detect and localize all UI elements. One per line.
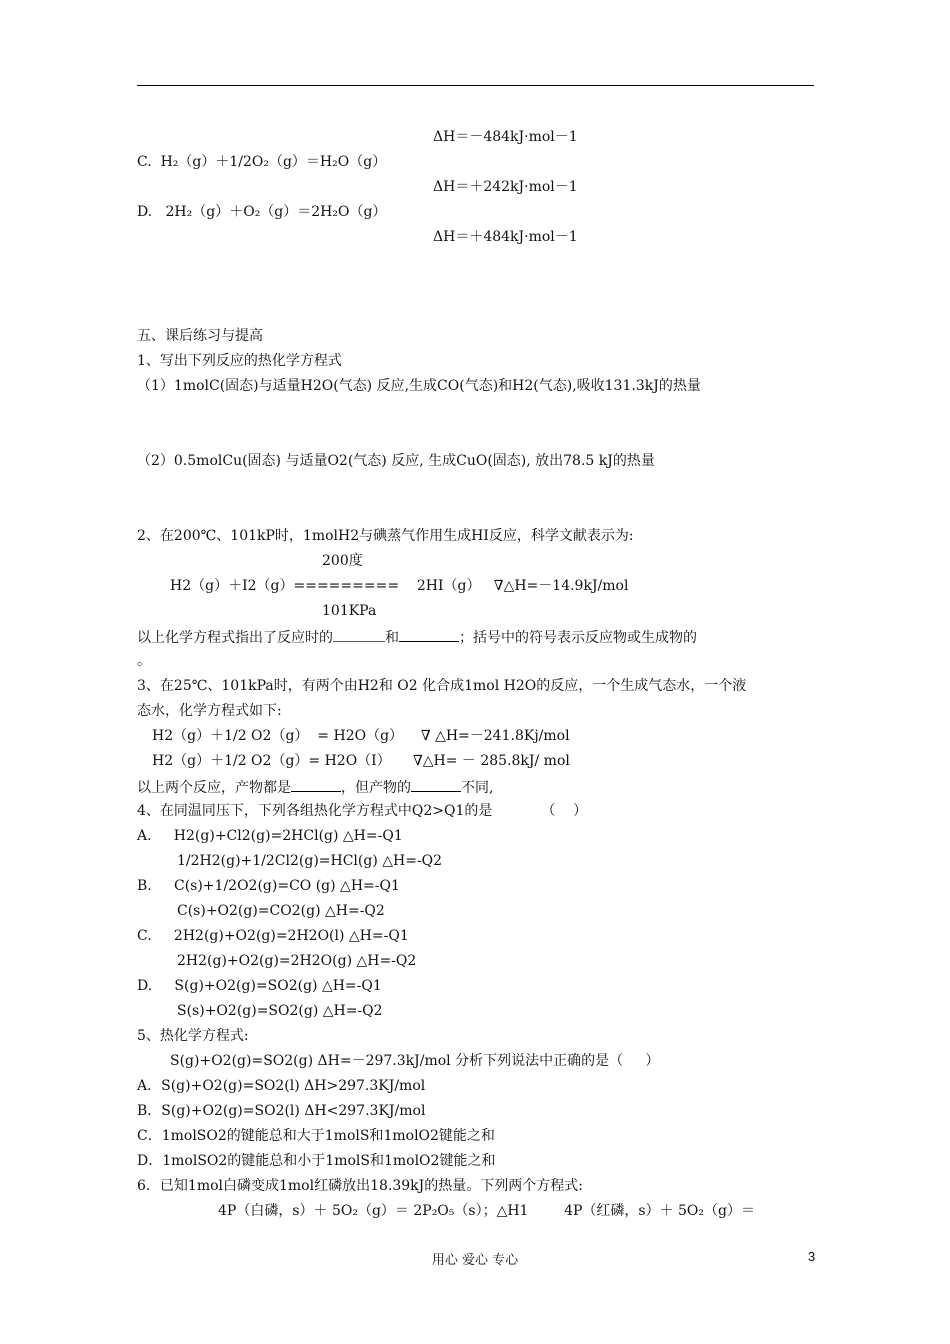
question-3: 3、在25℃、101kPa时，有两个由H2和 O2 化合成1mol H2O的反应，一个生成气态水，一个液 [137, 678, 747, 694]
q4-option-d-2: S(s)+O2(g)=SO2(g) △H=-Q2 [177, 1003, 383, 1019]
question-3-equation-1: H2（g）＋1/2 O2（g） = H2O（g） ∇ △H=－241.8Kj/mol [152, 728, 570, 744]
option-d: D. 2H₂（g）＋O₂（g）＝2H₂O（g） [137, 204, 387, 220]
q5-option-d: D．1molSO2的键能总和小于1molS和1molO2键能之和 [137, 1153, 496, 1169]
question-6: 6．已知1mol白磷变成1mol红磷放出18.39kJ的热量。下列两个方程式: [137, 1178, 583, 1194]
option-b-dh: ΔH＝－484kJ·mol－1 [433, 129, 578, 145]
header-rule [137, 85, 814, 86]
section-heading: 五、课后练习与提高 [137, 328, 263, 344]
q4-option-a-1: A. H2(g)+Cl2(g)=2HCl(g) △H=-Q1 [137, 828, 403, 844]
q3-ask-text-b: ，但产物的 [341, 780, 411, 796]
question-2-condition-bottom: 101KPa [322, 603, 377, 619]
q4-option-c-2: 2H2(g)+O2(g)=2H2O(g) △H=-Q2 [177, 953, 417, 969]
q2-ask-text-b: 和 [385, 630, 399, 646]
question-6-equation: 4P（白磷，s）＋ 5O₂（g）＝ 2P₂O₅（s）；△H1 4P（红磷，s）＋ 5O₂（g）＝ [218, 1203, 755, 1219]
question-2: 2、在200℃、101kP时，1molH2与碘蒸气作用生成HI反应，科学文献表示为: [137, 528, 634, 544]
question-3-equation-2: H2（g）＋1/2 O2（g）= H2O（I） ∇△H= － 285.8kJ/ mol [152, 753, 570, 769]
question-5-equation: S(g)+O2(g)=SO2(g) ΔH=－297.3kJ/mol 分析下列说法中正确的是（ ） [170, 1053, 660, 1069]
q4-option-c-1: C. 2H2(g)+O2(g)=2H2O(l) △H=-Q1 [137, 928, 409, 944]
q4-option-d-1: D. S(g)+O2(g)=SO2(g) △H=-Q1 [137, 978, 382, 994]
q3-blank-2[interactable] [411, 777, 461, 792]
question-2-ask [137, 627, 697, 647]
option-c-dh: ΔH＝＋242kJ·mol－1 [433, 179, 578, 195]
question-3-cont: 态水，化学方程式如下: [137, 703, 282, 719]
q2-ask-text-c: ；括号中的符号表示反应物或生成物的 [459, 630, 697, 646]
question-1: 1、写出下列反应的热化学方程式 [137, 353, 342, 369]
q3-ask-text-a: 以上两个反应，产物都是 [137, 780, 291, 796]
option-d-dh: ΔH＝＋484kJ·mol－1 [433, 229, 578, 245]
question-2-condition-top: 200度 [322, 553, 363, 569]
q4-option-a-2: 1/2H2(g)+1/2Cl2(g)=HCl(g) △H=-Q2 [177, 853, 443, 869]
question-3-ask [137, 777, 493, 797]
q4-option-b-2: C(s)+O2(g)=CO2(g) △H=-Q2 [177, 903, 385, 919]
q3-ask-text-c: 不同, [461, 780, 494, 796]
question-5: 5、热化学方程式: [137, 1028, 249, 1044]
q2-blank-2[interactable] [399, 627, 459, 642]
q5-option-b: B．S(g)+O2(g)=SO2(l) ΔH<297.3KJ/mol [137, 1103, 426, 1119]
q2-ask-text-a: 以上化学方程式指出了反应时的 [137, 630, 333, 646]
question-1-part-2: （2）0.5molCu(固态) 与适量O2(气态) 反应, 生成CuO(固态), 放出78.5 kJ的热量 [137, 453, 655, 469]
question-1-part-1: （1）1molC(固态)与适量H2O(气态) 反应,生成CO(气态)和H2(气态),吸收131.3kJ的热量 [137, 378, 701, 394]
question-4: 4、在同温同压下，下列各组热化学方程式中Q2>Q1的是 （ ） [137, 803, 588, 819]
q4-option-b-1: B. C(s)+1/2O2(g)=CO (g) △H=-Q1 [137, 878, 400, 894]
page-footer: 用心 爱心 专心 [431, 1253, 519, 1268]
page-number: 3 [808, 1249, 816, 1264]
question-2-equation: H2（g）＋I2（g）========= 2HI（g） ∇△H=－14.9kJ/mol [170, 578, 629, 594]
q2-blank-1[interactable] [333, 627, 385, 642]
question-2-end: 。 [137, 653, 151, 669]
q5-option-a: A．S(g)+O2(g)=SO2(l) ΔH>297.3KJ/mol [137, 1078, 426, 1094]
q3-blank-1[interactable] [291, 777, 341, 792]
option-c: C. H₂（g）＋1/2O₂（g）＝H₂O（g） [137, 154, 387, 170]
q5-option-c: C．1molSO2的键能总和大于1molS和1molO2键能之和 [137, 1128, 495, 1144]
